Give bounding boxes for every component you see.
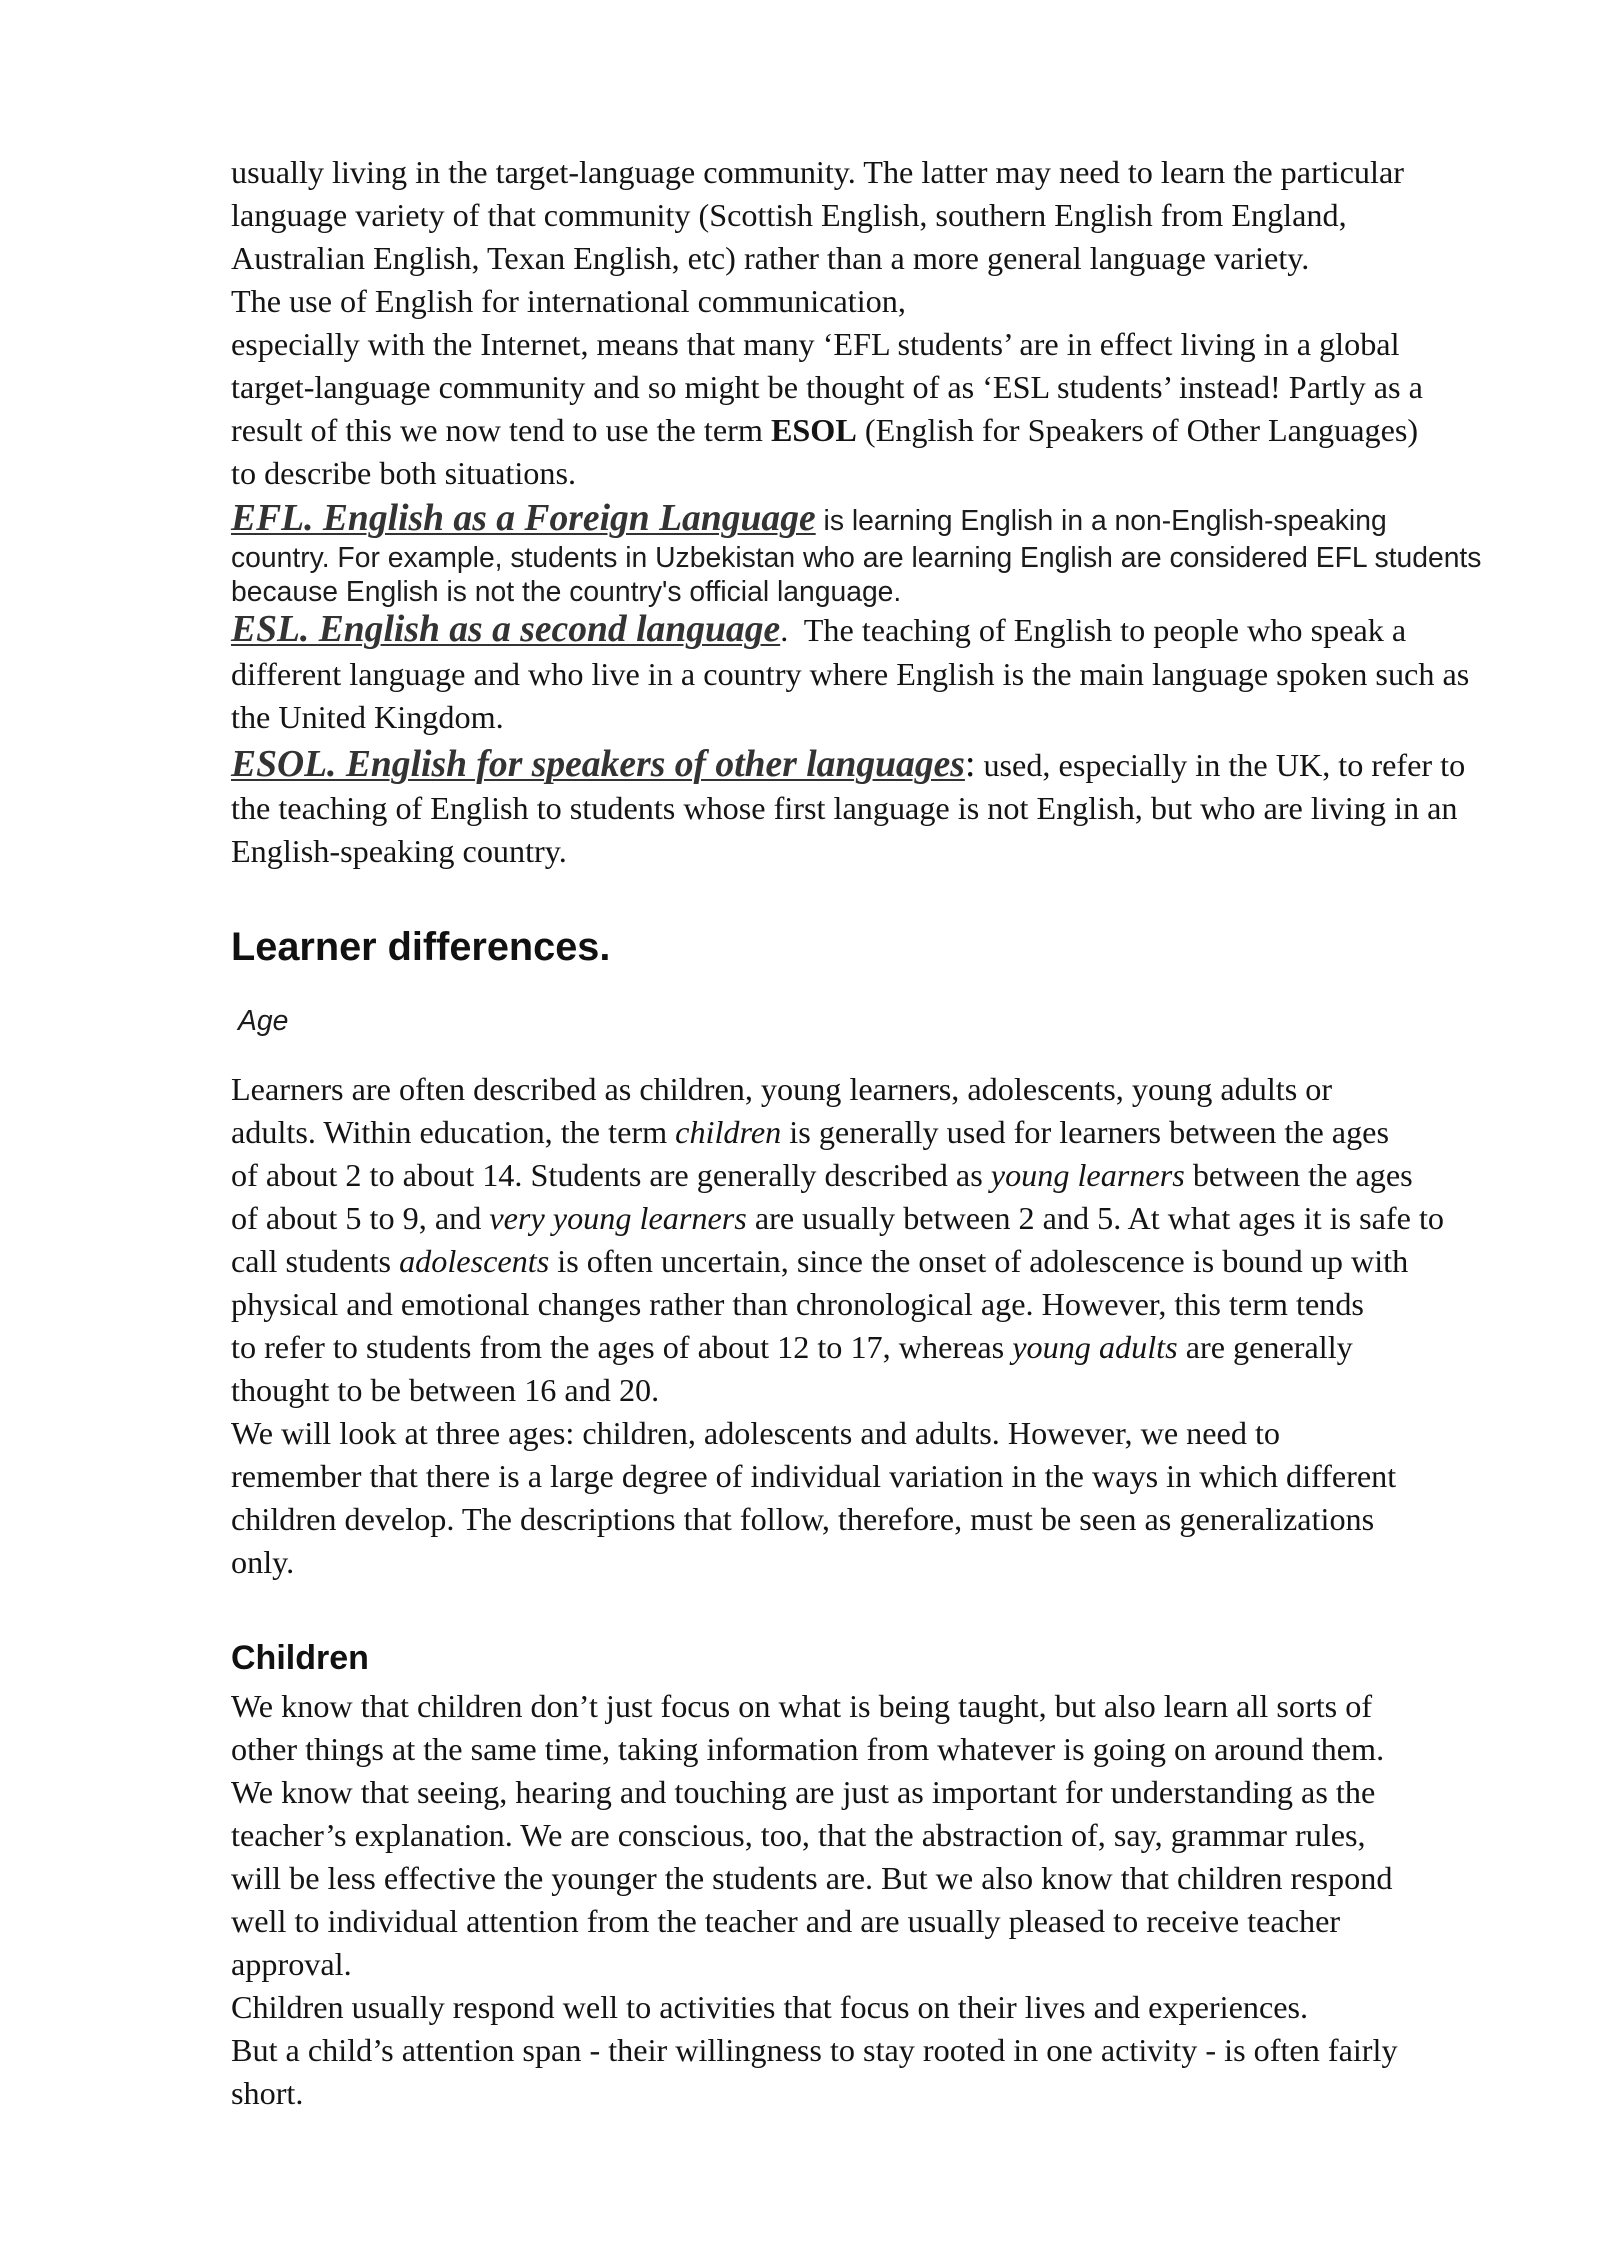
paragraph-line: We know that children don’t just focus on what is being taught, but also learn all sorts of [231,1688,1373,1724]
subsection-heading: Age [238,1004,289,1036]
text-run: are usually between 2 and 5. At what ages it is safe to [746,1200,1444,1236]
paragraph-line: We will look at three ages: children, adolescents and adults. However, we need to [231,1415,1281,1451]
paragraph-line: especially with the Internet, means that many ‘EFL students’ are in effect living in a global [231,326,1400,362]
esol-term-heading: ESOL. English for speakers of other languages [231,744,965,785]
paragraph-line: will be less effective the younger the students are. But we also know that children respond [231,1860,1393,1896]
esol-definition-line [231,743,1465,786]
paragraph-line: only. [231,1544,295,1580]
paragraph-line [231,409,1418,452]
paragraph-line: Learners are often described as children, young learners, adolescents, young adults or [231,1071,1333,1107]
efl-definition-line: country. For example, students in Uzbekistan who are learning English are considered EFL students [231,541,1482,573]
efl-term-heading: EFL. English as a Foreign Language [231,498,816,539]
paragraph-line [231,1111,1389,1154]
paragraph-line: to describe both situations. [231,455,577,491]
efl-definition-line [231,497,1387,540]
paragraph-line: remember that there is a large degree of individual variation in the ways in which different [231,1458,1397,1494]
paragraph-line: But a child’s attention span - their willingness to stay rooted in one activity - is often fairly [231,2032,1398,2068]
paragraph-line: target-language community and so might be thought of as ‘ESL students’ instead! Partly as a [231,369,1423,405]
paragraph-line [231,1326,1353,1369]
italic-term: children [675,1114,782,1150]
esl-definition-line: different language and who live in a country where English is the main language spoken such as [231,656,1470,692]
paragraph-line: other things at the same time, taking information from whatever is going on around them. [231,1731,1385,1767]
subsection-heading: Children [231,1639,369,1677]
section-heading: Learner differences. [231,925,611,969]
italic-term: adolescents [399,1243,550,1279]
text-run: are generally [1177,1329,1353,1365]
paragraph-line: children develop. The descriptions that follow, therefore, must be seen as generalizations [231,1501,1375,1537]
paragraph-line: short. [231,2075,304,2111]
text-run: of about 5 to 9, and [231,1200,490,1236]
text-run: is often uncertain, since the onset of adolescence is bound up with [549,1243,1409,1279]
esl-definition-line: the United Kingdom. [231,699,504,735]
text-run: is generally used for learners between the ages [781,1114,1389,1150]
esol-definition-line: English-speaking country. [231,833,567,869]
text-run: adults. Within education, the term [231,1114,676,1150]
text-run: (English for Speakers of Other Languages) [856,412,1419,448]
italic-term: young adults [1012,1329,1178,1365]
paragraph-line: Australian English, Texan English, etc) rather than a more general language variety. [231,240,1310,276]
text-run: result of this we now tend to use the term [231,412,771,448]
esl-definition-text: . The teaching of English to people who speak a [780,612,1407,648]
paragraph-line: approval. [231,1946,352,1982]
paragraph-line: usually living in the target-language community. The latter may need to learn the particular [231,154,1404,190]
paragraph-line: We know that seeing, hearing and touching are just as important for understanding as the [231,1774,1376,1810]
paragraph-line: well to individual attention from the teacher and are usually pleased to receive teacher [231,1903,1341,1939]
paragraph-line [231,1240,1408,1283]
paragraph-line: thought to be between 16 and 20. [231,1372,660,1408]
text-run: between the ages [1184,1157,1413,1193]
efl-definition-text: is learning English in a non-English-speaking [815,504,1387,536]
paragraph-line: Children usually respond well to activities that focus on their lives and experiences. [231,1989,1309,2025]
term-separator: : [964,744,976,785]
efl-definition-line: because English is not the country's official language. [231,575,902,607]
paragraph-line [231,1197,1444,1240]
paragraph-line [231,1154,1413,1197]
esol-definition-text: used, especially in the UK, to refer to [975,747,1466,783]
esl-term-heading: ESL. English as a second language [231,609,781,650]
paragraph-line: physical and emotional changes rather than chronological age. However, this term tends [231,1286,1364,1322]
paragraph-line: language variety of that community (Scottish English, southern English from England, [231,197,1347,233]
italic-term: very young learners [489,1200,747,1236]
esol-definition-line: the teaching of English to students whose first language is not English, but who are living in an [231,790,1458,826]
text-run: of about 2 to about 14. Students are generally described as [231,1157,991,1193]
paragraph-line: teacher’s explanation. We are conscious, too, that the abstraction of, say, grammar rules, [231,1817,1366,1853]
italic-term: young learners [990,1157,1185,1193]
paragraph-line: The use of English for international communication, [231,283,906,319]
text-run: to refer to students from the ages of about 12 to 17, whereas [231,1329,1013,1365]
esl-definition-line [231,608,1406,651]
text-run: call students [231,1243,400,1279]
esol-bold-term: ESOL [770,412,857,448]
